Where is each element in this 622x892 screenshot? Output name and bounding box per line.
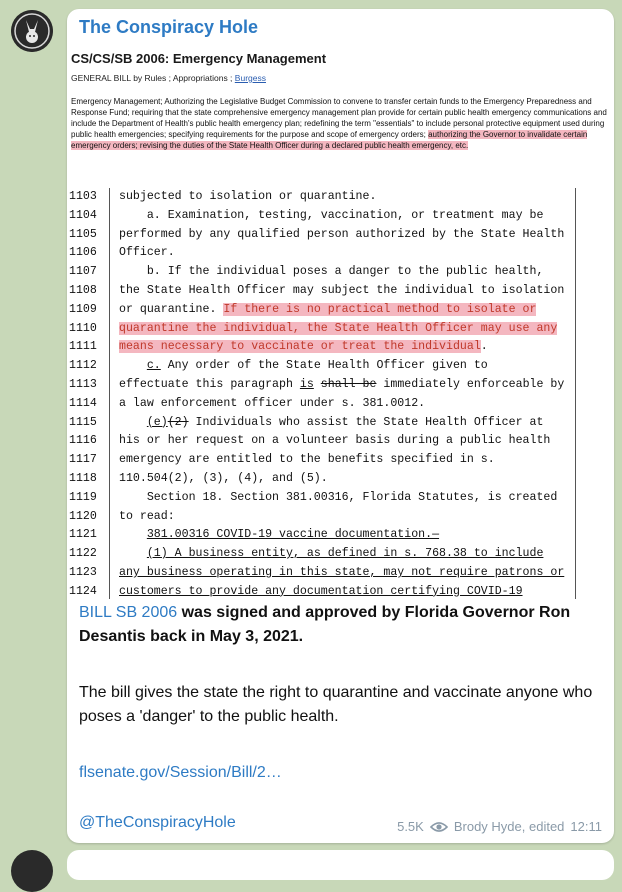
caption-bold: was signed and approved by Florida Governor Ron Desantis back in May 3, 2021. bbox=[79, 604, 571, 645]
line-number: 1117 bbox=[69, 453, 97, 467]
bill-line bbox=[69, 508, 612, 527]
line-segment: a. Examination, testing, vaccination, or treatment may be bbox=[119, 208, 544, 222]
bill-line bbox=[69, 376, 612, 395]
channel-handle-link[interactable]: @TheConspiracyHole bbox=[79, 814, 236, 831]
caption-headline bbox=[79, 601, 599, 649]
line-segment: performed by any qualified person authorized by the State Health bbox=[119, 227, 565, 241]
line-number: 1123 bbox=[69, 565, 97, 579]
bill-screenshot[interactable] bbox=[69, 47, 612, 599]
inserted-text: (1) A business entity, as defined in s. 768.38 to include bbox=[146, 547, 544, 561]
doc-subtitle-text: GENERAL BILL by Rules ; Appropriations ; bbox=[71, 73, 233, 83]
message-meta bbox=[397, 819, 602, 834]
line-number: 1120 bbox=[69, 509, 97, 523]
line-text bbox=[119, 583, 523, 599]
inserted-text: any business operating in this state, may not require patrons or bbox=[119, 565, 565, 579]
inserted-text: is bbox=[299, 377, 314, 391]
bill-line bbox=[69, 338, 612, 357]
summary-highlight: authorizing the Governor to invalidate certain emergency orders; revising the duties of the State Health Officer during a declared public health emergency, etc. bbox=[71, 130, 588, 150]
line-segment: the State Health Officer may subject the individual to isolation bbox=[119, 283, 565, 297]
message-time: 12:11 bbox=[570, 819, 602, 834]
inserted-text: 381.00316 COVID-19 vaccine documentation.— bbox=[146, 528, 440, 542]
next-message-bubble bbox=[67, 850, 614, 880]
line-text bbox=[119, 432, 550, 451]
line-text bbox=[119, 188, 376, 207]
line-segment: b. If the individual poses a danger to the public health, bbox=[119, 265, 544, 279]
bill-line bbox=[69, 470, 612, 489]
line-number: 1112 bbox=[69, 359, 97, 373]
line-segment: his or her request on a volunteer basis during a public health bbox=[119, 434, 551, 448]
line-text bbox=[119, 526, 439, 545]
sponsor-link: Burgess bbox=[234, 73, 266, 83]
line-number: 1121 bbox=[69, 528, 97, 542]
line-text bbox=[119, 263, 543, 282]
line-number: 1122 bbox=[69, 547, 97, 561]
bill-text-lines bbox=[69, 188, 612, 599]
bill-line bbox=[69, 263, 612, 282]
line-text bbox=[119, 301, 536, 320]
line-number: 1114 bbox=[69, 396, 97, 410]
line-segment: a law enforcement officer under s. 381.0012. bbox=[119, 396, 426, 410]
line-text bbox=[119, 207, 543, 226]
source-link-text[interactable]: flsenate.gov/Session/Bill/2… bbox=[79, 764, 282, 781]
line-text bbox=[119, 489, 557, 508]
line-number: 1116 bbox=[69, 434, 97, 448]
line-segment: 110.504(2), (3), (4), and (5). bbox=[119, 471, 328, 485]
summary-text: Emergency Management; Authorizing the Legislative Budget Commission to convene to transfer certain funds to the Emergency Preparedness and Response Fund; requiring that the state comprehensive emergency management plan provide for certain public health emergency communications and include the Department of Health's public health emergency plan; redefining the term "essentials" to include personal protective equipment used during public health emergencies; specifying requirements for the purpose and scope of emergency orders; bbox=[71, 97, 607, 139]
line-segment bbox=[119, 528, 147, 541]
doc-subtitle bbox=[71, 73, 266, 83]
highlighted-text: means necessary to vaccinate or treat the individual bbox=[119, 340, 481, 354]
line-number: 1104 bbox=[69, 208, 97, 222]
bill-line bbox=[69, 526, 612, 545]
bill-line bbox=[69, 320, 612, 339]
line-text bbox=[119, 470, 328, 489]
line-number: 1110 bbox=[69, 321, 97, 335]
highlighted-text: If there is no practical method to isolate or bbox=[223, 302, 537, 316]
bill-line bbox=[69, 357, 612, 376]
view-count: 5.5K bbox=[397, 819, 424, 834]
line-text bbox=[119, 282, 564, 301]
bill-link[interactable]: BILL SB 2006 bbox=[79, 604, 178, 621]
line-text bbox=[119, 451, 495, 470]
line-number: 1115 bbox=[69, 415, 97, 429]
bill-line bbox=[69, 207, 612, 226]
line-segment: or quarantine. bbox=[119, 302, 224, 316]
source-link[interactable] bbox=[79, 761, 599, 785]
struck-text: (2) bbox=[167, 415, 189, 429]
line-text bbox=[119, 564, 564, 583]
highlighted-text: quarantine the individual, the State Health Officer may use any bbox=[119, 321, 558, 335]
line-text bbox=[119, 545, 543, 564]
line-text bbox=[119, 244, 175, 263]
line-number: 1118 bbox=[69, 471, 97, 485]
bill-line bbox=[69, 244, 612, 263]
line-number: 1113 bbox=[69, 377, 97, 391]
line-text bbox=[119, 395, 425, 414]
author-edited: Brody Hyde, edited bbox=[453, 819, 565, 834]
bill-line bbox=[69, 188, 612, 207]
line-number: 1111 bbox=[69, 340, 97, 354]
caption-body: The bill gives the state the right to quarantine and vaccinate anyone who poses a 'danger' to the public health. bbox=[79, 684, 593, 725]
doc-title: CS/CS/SB 2006: Emergency Management bbox=[71, 51, 327, 66]
line-number: 1103 bbox=[69, 190, 97, 203]
line-text bbox=[119, 414, 543, 433]
bill-line bbox=[69, 432, 612, 451]
line-text bbox=[119, 357, 488, 376]
bill-line bbox=[69, 564, 612, 583]
line-number: 1106 bbox=[69, 246, 97, 260]
channel-name[interactable]: The Conspiracy Hole bbox=[79, 17, 259, 37]
line-segment: subjected to isolation or quarantine. bbox=[119, 190, 377, 203]
bill-line bbox=[69, 226, 612, 245]
message-bubble bbox=[67, 9, 614, 843]
line-number: 1107 bbox=[69, 265, 97, 279]
line-text bbox=[119, 508, 175, 527]
line-text bbox=[119, 376, 564, 395]
line-segment bbox=[314, 378, 321, 391]
line-segment: immediately enforceable by bbox=[376, 377, 565, 391]
bill-line bbox=[69, 395, 612, 414]
line-segment: Individuals who assist the State Health Officer at bbox=[188, 415, 544, 429]
channel-avatar[interactable] bbox=[11, 10, 53, 52]
line-segment bbox=[119, 359, 147, 372]
line-segment: . bbox=[480, 340, 488, 354]
line-number: 1124 bbox=[69, 584, 97, 598]
bill-line bbox=[69, 282, 612, 301]
line-segment bbox=[119, 547, 147, 560]
bill-line bbox=[69, 451, 612, 470]
inserted-text: (e) bbox=[146, 415, 168, 429]
line-segment: Section 18. Section 381.00316, Florida Statutes, is created bbox=[119, 490, 558, 504]
struck-text: shall be bbox=[320, 377, 377, 391]
line-segment: Any order of the State Health Officer given to bbox=[160, 359, 488, 373]
bill-line bbox=[69, 414, 612, 433]
line-text bbox=[119, 338, 488, 357]
line-segment: emergency are entitled to the benefits specified in s. bbox=[119, 453, 495, 467]
line-number: 1108 bbox=[69, 283, 97, 297]
eye-icon bbox=[430, 821, 448, 833]
inserted-text: customers to provide any documentation certifying COVID-19 bbox=[119, 584, 523, 598]
line-text bbox=[119, 320, 557, 339]
bill-line bbox=[69, 489, 612, 508]
line-segment bbox=[119, 416, 147, 429]
line-segment: Officer. bbox=[119, 246, 175, 260]
bill-line bbox=[69, 583, 612, 599]
line-text bbox=[119, 226, 564, 245]
line-segment: effectuate this paragraph bbox=[119, 377, 300, 391]
line-number: 1119 bbox=[69, 490, 97, 504]
rabbit-logo-icon bbox=[11, 10, 53, 52]
next-avatar[interactable] bbox=[11, 850, 53, 892]
line-segment: to read: bbox=[119, 509, 175, 523]
doc-summary bbox=[71, 96, 611, 151]
line-number: 1105 bbox=[69, 227, 97, 241]
line-number: 1109 bbox=[69, 302, 97, 316]
bill-line bbox=[69, 301, 612, 320]
bill-line bbox=[69, 545, 612, 564]
inserted-text: c. bbox=[146, 359, 161, 373]
